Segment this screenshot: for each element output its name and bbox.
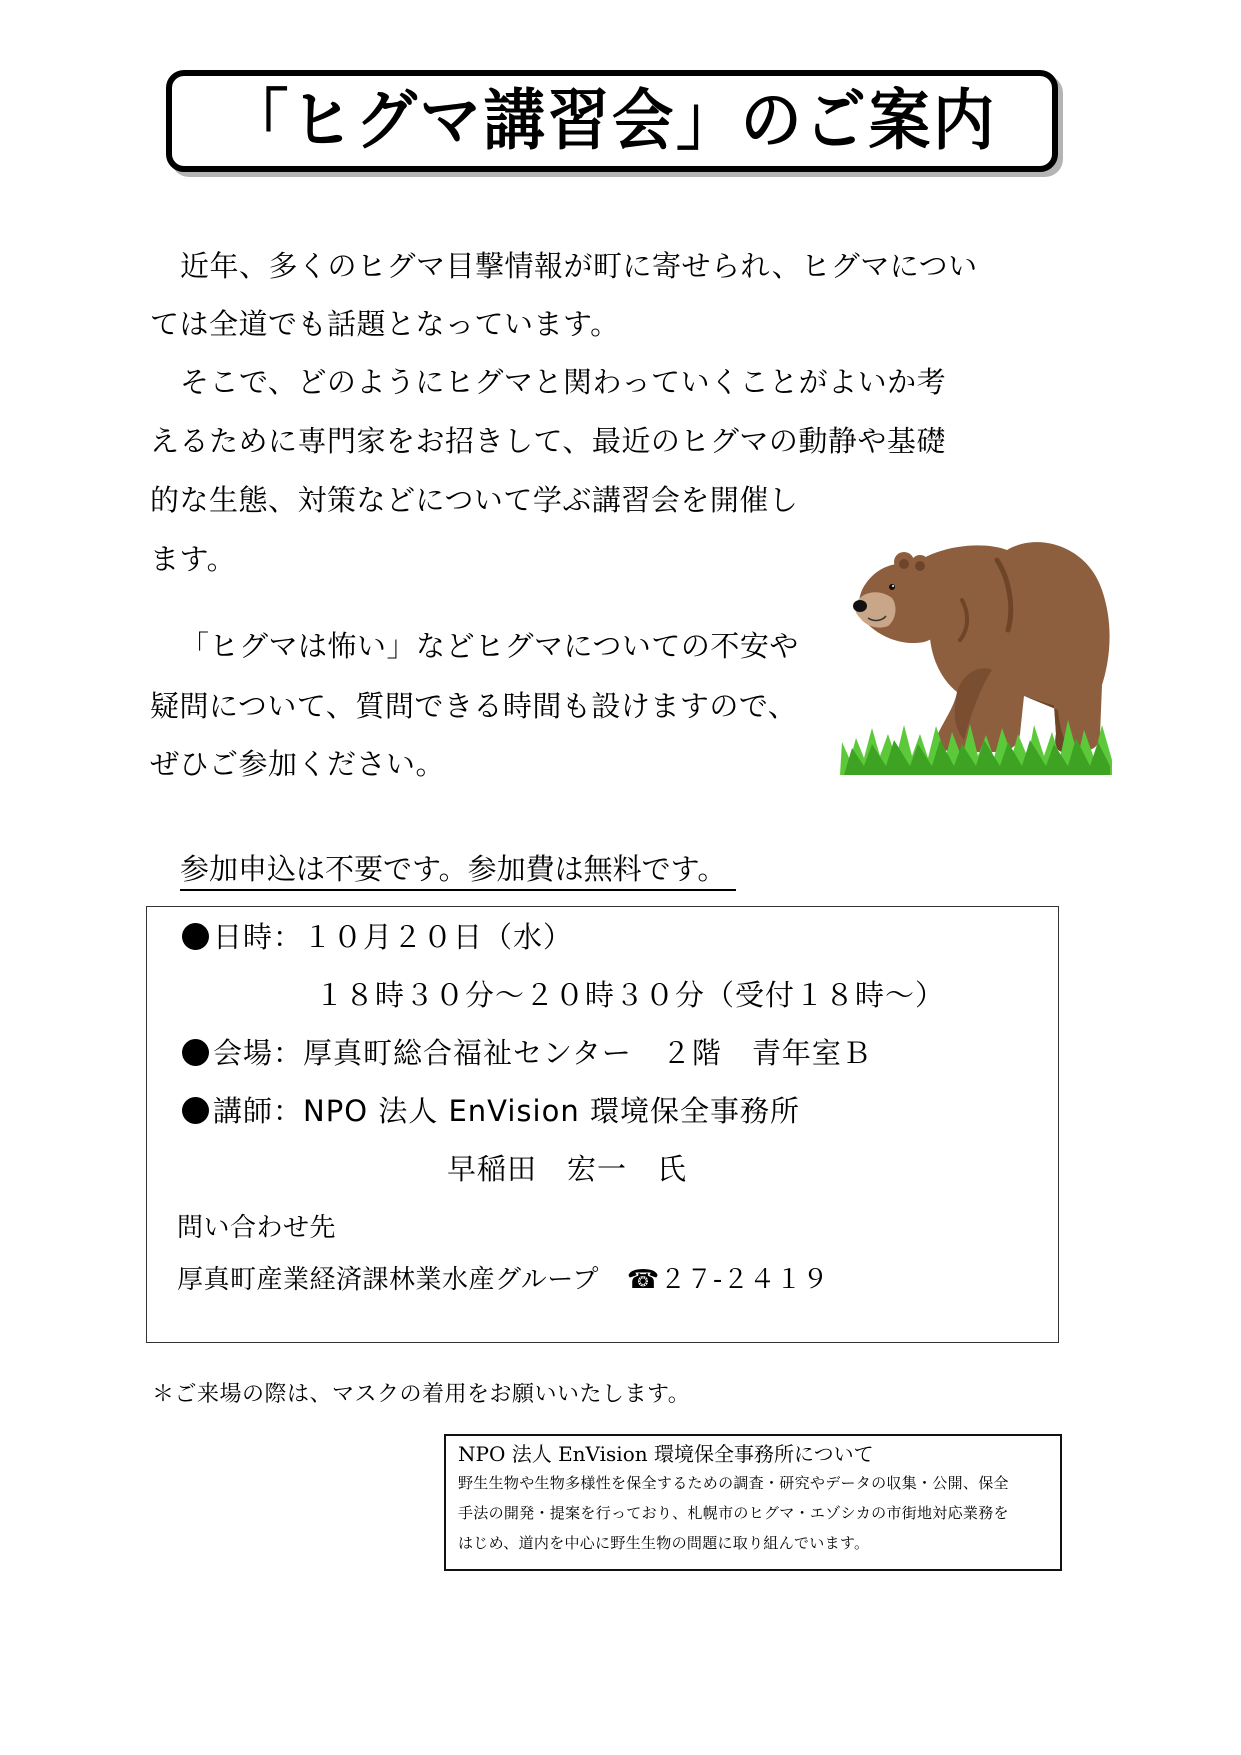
separator: ： [273, 920, 304, 954]
npo-info-box [444, 1434, 1062, 1571]
datetime-row [182, 920, 574, 954]
details-box [146, 906, 1059, 1343]
intro-p2-line4: ます。 [150, 542, 237, 576]
bullet-icon [182, 1097, 209, 1124]
npo-info-line: 野生生物や生物多様性を保全するための調査・研究やデータの収集・公開、保全 [458, 1474, 1009, 1492]
datetime-label: 日時 [213, 920, 274, 954]
lecturer-label: 講師 [213, 1094, 274, 1128]
lecturer-org: NPO 法人 EnVision 環境保全事務所 [303, 1094, 800, 1128]
bear-icon [832, 520, 1122, 785]
page-title: 「ヒグマ講習会」のご案内 [226, 82, 998, 159]
intro-p3-line1: 「ヒグマは怖い」などヒグマについての不安や [180, 629, 799, 663]
contact-label: 問い合わせ先 [177, 1213, 337, 1243]
mask-note: ＊ご来場の際は、マスクの着用をお願いいたします。 [152, 1382, 691, 1407]
bear-illustration [832, 520, 1122, 785]
intro-p2-line3: 的な生態、対策などについて学ぶ講習会を開催し [150, 483, 799, 517]
intro-p2-line2: えるために専門家をお招きして、最近のヒグマの動静や基礎 [150, 424, 946, 458]
npo-info-title: NPO 法人 EnVision 環境保全事務所について [458, 1442, 874, 1466]
venue-label: 会場 [213, 1036, 274, 1070]
intro-p1-line2: ては全道でも話題となっています。 [150, 307, 620, 341]
intro-p2-line1: そこで、どのようにヒグマと関わっていくことがよいか考 [180, 365, 947, 399]
intro-p3-line2: 疑問について、質問できる時間も設けますので、 [150, 689, 798, 723]
separator: ： [273, 1036, 304, 1070]
intro-p1-line1: 近年、多くのヒグマ目撃情報が町に寄せられ、ヒグマについ [180, 249, 978, 283]
bullet-icon [182, 1039, 209, 1066]
bullet-icon [182, 923, 209, 950]
phone-number: ２７-２４１９ [659, 1265, 829, 1295]
lecturer-name: 早稲田 宏一 氏 [447, 1152, 688, 1186]
contact-dept: 厚真町産業経済課林業水産グループ [177, 1265, 599, 1295]
contact-row [177, 1267, 829, 1293]
venue-value: 厚真町総合福祉センター ２階 青年室Ｂ [303, 1036, 872, 1070]
npo-info-line: 手法の開発・提案を行っており、札幌市のヒグマ・エゾシカの市街地対応業務を [458, 1504, 1009, 1522]
event-time: １８時３０分～２０時３０分（受付１８時～） [315, 978, 946, 1012]
phone-icon: ☎ [626, 1265, 660, 1295]
npo-info-line: はじめ、道内を中心に野生生物の問題に取り組んでいます。 [458, 1534, 870, 1552]
notice-text: 参加申込は不要です。参加費は無料です。 [180, 852, 736, 891]
intro-p3-line3: ぜひご参加ください。 [150, 747, 446, 781]
separator: ： [273, 1094, 304, 1128]
lecturer-row [182, 1094, 800, 1128]
event-date: １０月２０日（水） [303, 920, 574, 954]
venue-row [182, 1036, 872, 1070]
title-box [166, 70, 1058, 172]
